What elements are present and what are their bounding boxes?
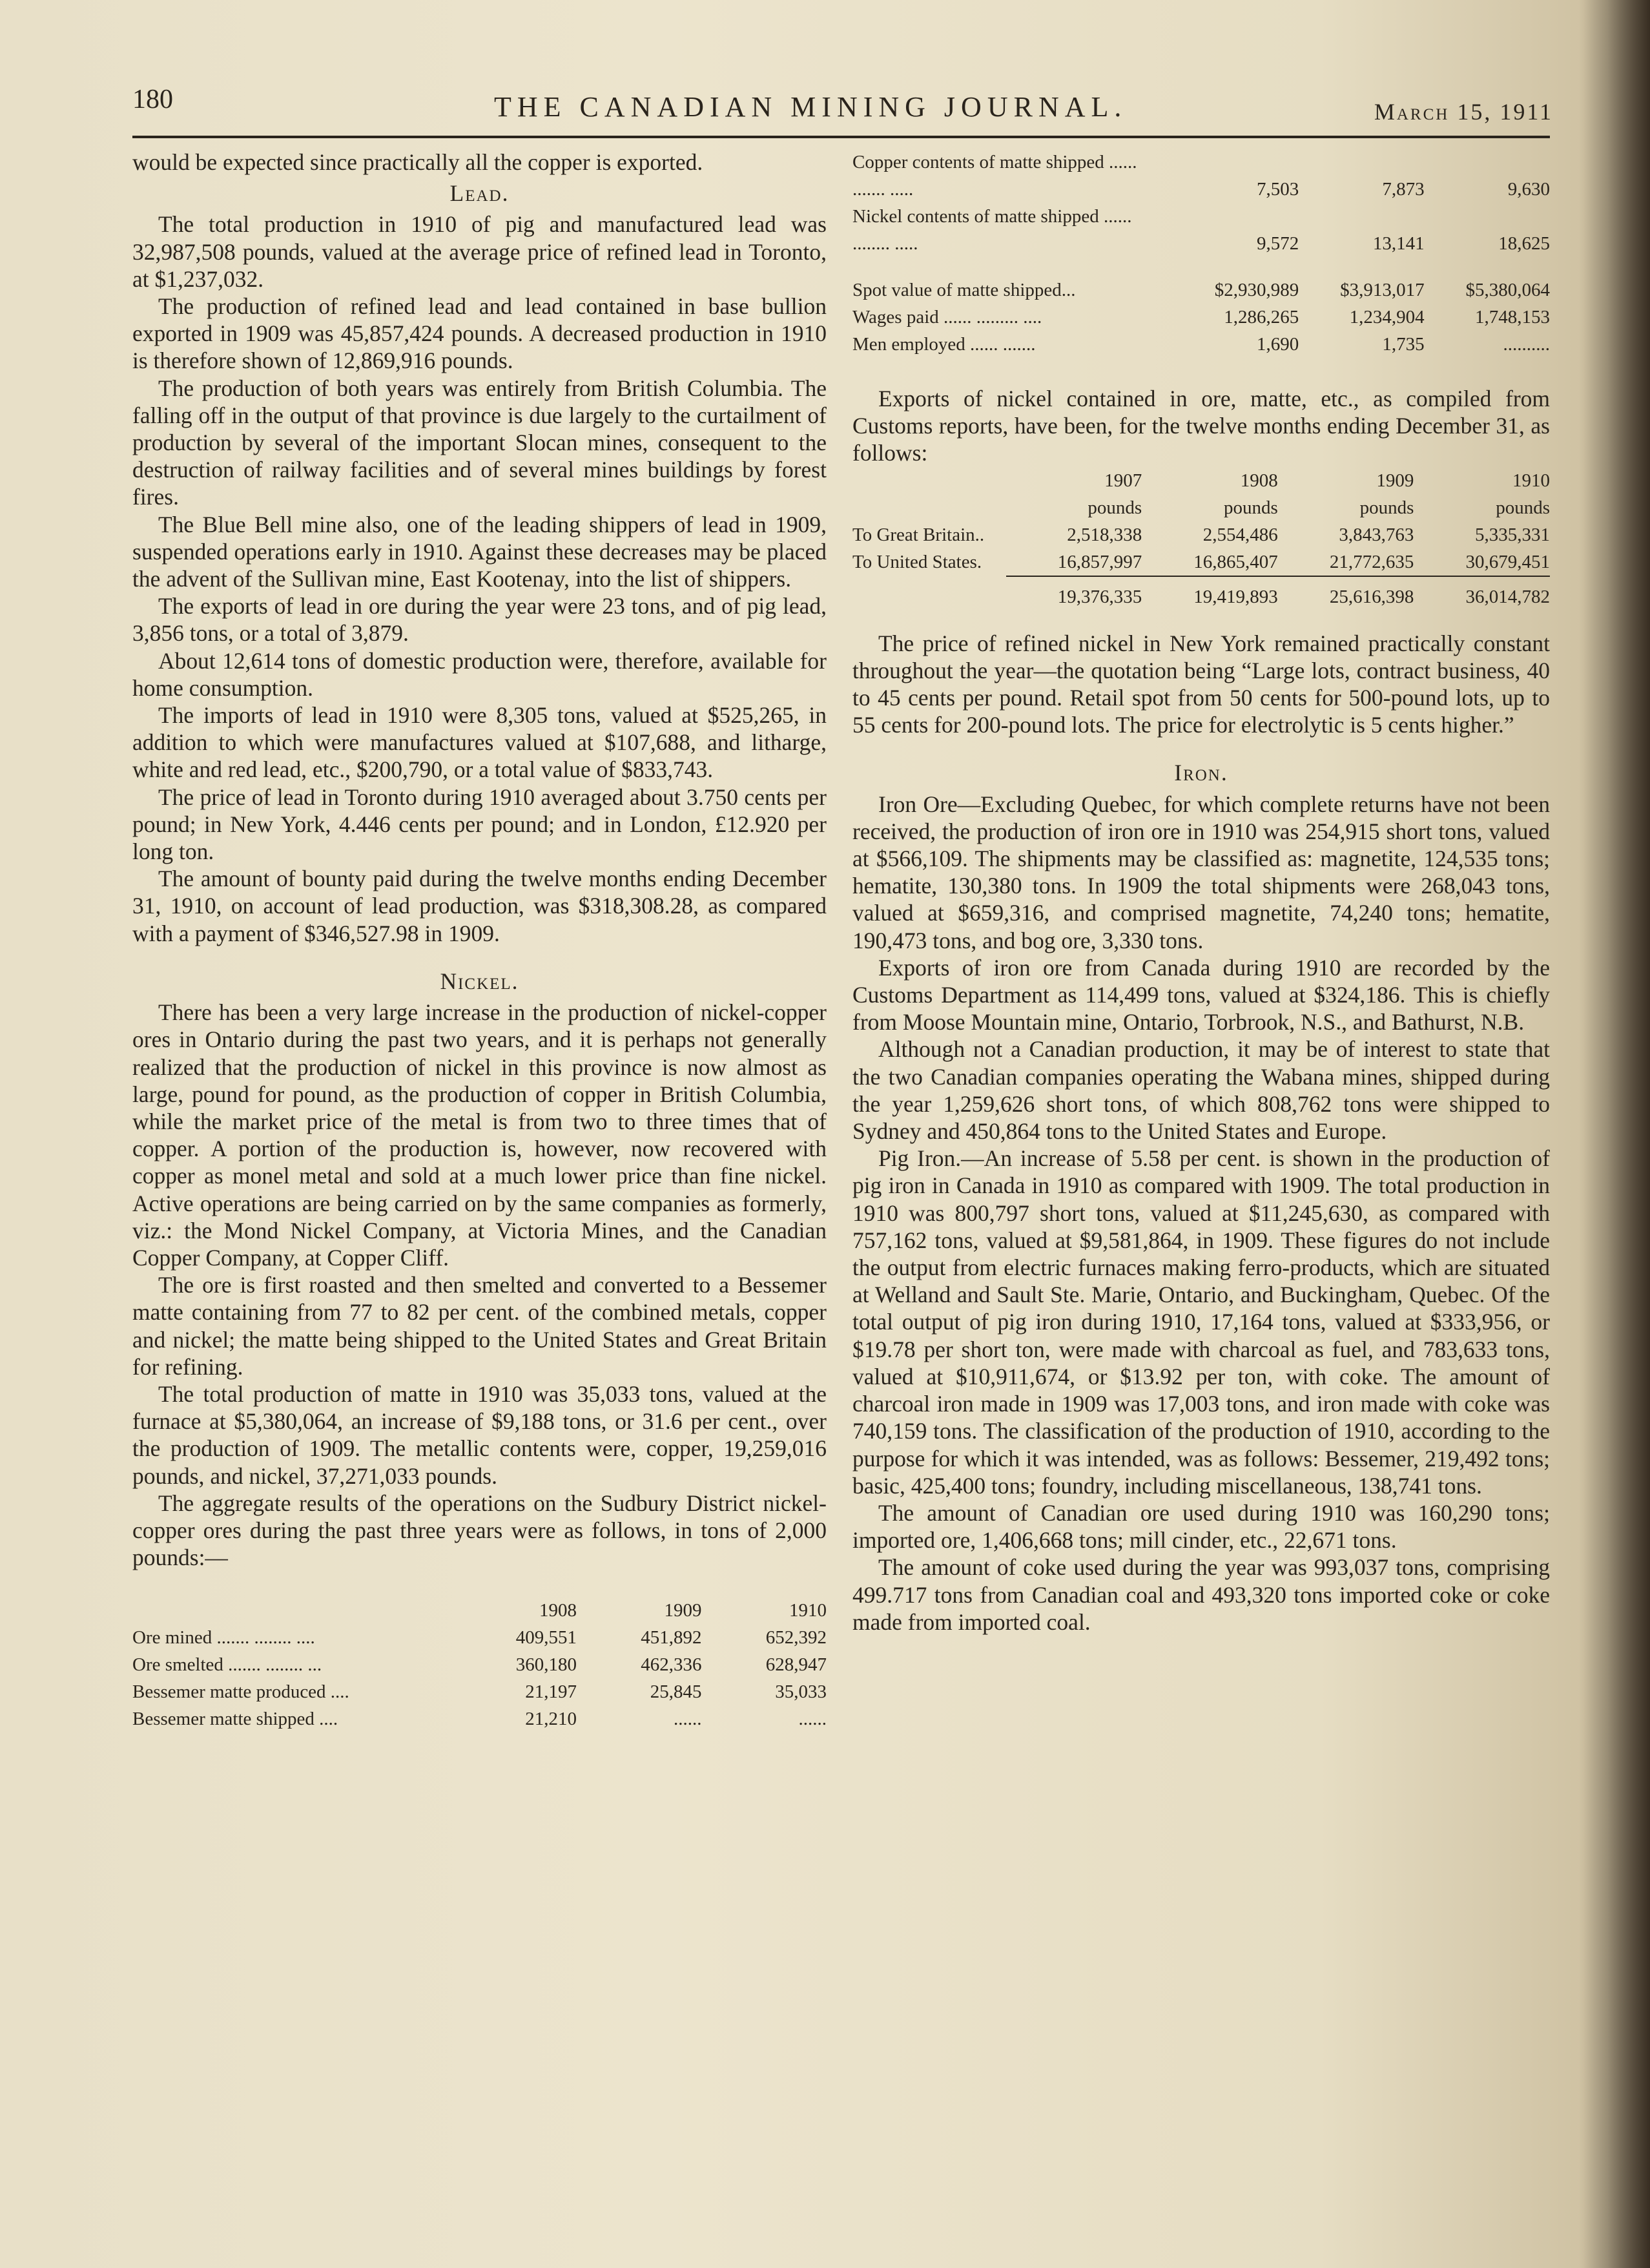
- cell: $5,380,064: [1465, 280, 1550, 300]
- cell: 35,033: [775, 1681, 827, 1703]
- table-row: [132, 1678, 827, 1705]
- cell: ......: [674, 1709, 702, 1730]
- cell: 16,857,997: [1057, 551, 1142, 572]
- year-header: 1910: [1512, 470, 1550, 491]
- lead-heading: Lead.: [449, 180, 510, 207]
- unit-label: pounds: [1496, 497, 1550, 518]
- row-label: To United States.: [852, 551, 982, 572]
- cell: 13,141: [1372, 233, 1425, 254]
- nickel-paragraph: The ore is first roasted and then smelted and converted to a Bessemer matte containing from 77 to 82 per cent. of the combined metals, copper and nickel; the matte being shipped to the United States and Great Britain for refining.: [132, 1272, 827, 1380]
- cell: 652,392: [765, 1627, 827, 1649]
- total-rule: [852, 576, 1550, 583]
- lead-paragraph: The production of both years was entirely from British Columbia. The falling off in the output of that province is due largely to the curtailment of production by several of the important Slocan mines, consequent to the destruction of railway facilities and of several mines buildings by forest fires.: [132, 375, 827, 510]
- cell: 16,865,407: [1193, 551, 1278, 572]
- iron-paragraph: Exports of iron ore from Canada during 1910 are recorded by the Customs Department as 114,499 tons, valued at $324,186. This is chiefly from Moose Mountain mine, Ontario, Torbrook, N.S., and Bathurst, N.B.: [852, 954, 1550, 1035]
- cell: 21,197: [525, 1681, 577, 1703]
- cell: 628,947: [765, 1654, 827, 1676]
- cell: 9,630: [1507, 179, 1550, 200]
- table-header-row: [852, 467, 1550, 494]
- cell: 9,572: [1256, 233, 1299, 254]
- row-label: Wages paid ...... ......... ....: [852, 307, 1042, 328]
- lead-paragraph: The amount of bounty paid during the twelve months ending December 31, 1910, on account of lead production, was $318,308.28, as compared with a payment of $346,527.98 in 1909.: [132, 866, 827, 946]
- nickel-paragraph: The total production of matte in 1910 was 35,033 tons, valued at the furnace at $5,380,064, an increase of $9,188 tons, or 31.6 per cent., over the production of 1909. The metallic contents were, copper, 19,259,016 pounds, and nickel, 37,271,033 pounds.: [132, 1380, 827, 1489]
- table-row: [852, 521, 1550, 548]
- intro-paragraph: would be expected since practically all the copper is exported.: [132, 149, 703, 175]
- totals-row: [852, 583, 1550, 610]
- total-cell: 19,376,335: [1057, 586, 1142, 607]
- iron-paragraph: Iron Ore—Excluding Quebec, for which complete returns have not been received, the production of iron ore in 1910 was 254,915 short tons, valued at $566,109. The shipments may be classified as: magnetite, 124,535 tons; hematite, 130,380 tons. In 1909 the total shipments were 268,043 tons, valued at $659,316, and comprised magnetite, 74,240 tons; hematite, 190,473 tons, and bog ore, 3,330 tons.: [852, 791, 1550, 953]
- cell: 1,735: [1382, 334, 1425, 355]
- cell: 25,845: [650, 1681, 702, 1703]
- cell: 462,336: [641, 1654, 702, 1676]
- units-row: [852, 494, 1550, 521]
- nickel-price-paragraph: The price of refined nickel in New York remained practically constant throughout the year—the quotation being “Large lots, contract business, 40 to 45 cents per pound. Retail spot from 50 cents for 500-pound lots, up to 55 cents for 200-pound lots. The price for electrolytic is 5 cents higher.”: [852, 630, 1550, 738]
- row-label: Ore smelted ....... ........ ...: [132, 1654, 322, 1676]
- row-label: Bessemer matte shipped ....: [132, 1709, 338, 1730]
- cell: 5,335,331: [1475, 524, 1550, 545]
- header-rule: [132, 136, 1550, 138]
- table-row: [132, 1651, 827, 1678]
- iron-paragraph: Pig Iron.—An increase of 5.58 per cent. is shown in the production of pig iron in Canada in 1910 as compared with 1909. The total production in 1910 was 800,797 short tons, valued at $11,245,630, as compared with 757,162 tons, valued at $9,581,864, in 1909. These figures do not include the output from electric furnaces making ferro-products, which are situated at Welland and Sault Ste. Marie, Ontario, and Buckingham, Quebec. Of the total output of pig iron during 1910, 17,164 tons, valued at $333,956, or $19.78 per short ton, were made with charcoal as fuel, and 783,633 tons, valued at $10,911,674, or $13.92 per ton, with coke. The amount of charcoal iron made in 1909 was 17,003 tons, and iron made with coke was 740,159 tons. The classification of the production of 1910, according to the purpose for which it was intended, was as follows: Bessemer, 219,492 tons; basic, 425,400 tons; foundry, including miscellaneous, 138,741 tons.: [852, 1145, 1550, 1499]
- row-label: Men employed ...... .......: [852, 334, 1036, 355]
- year-header: 1908: [1240, 470, 1278, 491]
- table-row: [132, 1705, 827, 1732]
- cell: 360,180: [515, 1654, 577, 1676]
- exports-intro: Exports of nickel contained in ore, matte, etc., as compiled from Customs reports, have been, for the twelve months ending December 31, as follows:: [852, 386, 1550, 466]
- lead-paragraph: The total production in 1910 of pig and manufactured lead was 32,987,508 pounds, valued at the average price of refined lead in Toronto, at $1,237,032.: [132, 211, 827, 292]
- matte-table: [852, 149, 1550, 358]
- lead-paragraph: The exports of lead in ore during the year were 23 tons, and of pig lead, 3,856 tons, or a total of 3,879.: [132, 593, 827, 647]
- cell: ..........: [1503, 334, 1550, 355]
- left-column: [132, 149, 827, 1732]
- nickel-paragraph: There has been a very large increase in the production of nickel-copper ores in Ontario during the past two years, and it is perhaps not generally realized that the production of nickel in this province is now almost as large, pound for pound, as the production of copper in British Columbia, while the market price of the metal is from two to three times that of copper. A portion of the production is, however, now recovered with copper as monel metal and sold at a much lower price than fine nickel. Active operations are being carried on by the same companies as formerly, viz.: the Mond Nickel Company, at Victoria Mines, and the Canadian Copper Company, at Copper Cliff.: [132, 999, 827, 1271]
- year-header: 1909: [1376, 470, 1414, 491]
- nickel-exports-table: [852, 467, 1550, 610]
- iron-heading: Iron.: [1174, 760, 1228, 786]
- lead-paragraph: The production of refined lead and lead contained in base bullion exported in 1909 was 45,857,424 pounds. A decreased production in 1910 is therefore shown of 12,869,916 pounds.: [132, 293, 827, 374]
- cell: ......: [798, 1709, 827, 1730]
- year-header: 1907: [1104, 470, 1142, 491]
- iron-paragraph: The amount of coke used during the year was 993,037 tons, comprising 499.717 tons from Canadian coal and 493,320 tons imported coke or coke made from imported coal.: [852, 1554, 1550, 1635]
- table-row: [132, 1624, 827, 1651]
- row-label: Nickel contents of matte shipped ...... ........ .....: [852, 206, 1132, 254]
- cell: 7,503: [1256, 179, 1299, 200]
- year-header: 1910: [789, 1600, 827, 1621]
- iron-paragraph: The amount of Canadian ore used during 1910 was 160,290 tons; imported ore, 1,406,668 tons; mill cinder, etc., 22,671 tons.: [852, 1499, 1550, 1554]
- cell: 451,892: [641, 1627, 702, 1649]
- cell: 2,554,486: [1202, 524, 1278, 545]
- year-header: 1908: [539, 1600, 577, 1621]
- issue-date: March 15, 1911: [1374, 99, 1553, 125]
- cell: 3,843,763: [1339, 524, 1414, 545]
- cell: 21,772,635: [1329, 551, 1414, 572]
- row-label: Bessemer matte produced ....: [132, 1681, 349, 1703]
- row-label: Spot value of matte shipped...: [852, 280, 1076, 300]
- iron-paragraph: Although not a Canadian production, it may be of interest to state that the two Canadian companies operating the Wabana mines, shipped during the year 1,259,626 short tons, of which 808,762 tons were shipped to Sydney and 450,864 tons to the United States and Europe.: [852, 1036, 1550, 1145]
- table-row: [852, 276, 1550, 304]
- cell: 21,210: [525, 1709, 577, 1730]
- cell: 7,873: [1382, 179, 1425, 200]
- table-row: [852, 304, 1550, 331]
- total-cell: 19,419,893: [1193, 586, 1278, 607]
- cell: 30,679,451: [1465, 551, 1550, 572]
- row-label: To Great Britain..: [852, 524, 985, 545]
- right-column: [852, 149, 1550, 1636]
- cell: $3,913,017: [1340, 280, 1425, 300]
- cell: $2,930,989: [1214, 280, 1299, 300]
- lead-paragraph: About 12,614 tons of domestic production were, therefore, available for home consumption.: [132, 647, 827, 701]
- cell: 2,518,338: [1067, 524, 1142, 545]
- cell: 1,690: [1256, 334, 1299, 355]
- unit-label: pounds: [1088, 497, 1142, 518]
- total-cell: 36,014,782: [1465, 586, 1550, 607]
- cell: 409,551: [515, 1627, 577, 1649]
- lead-paragraph: The price of lead in Toronto during 1910 averaged about 3.750 cents per pound; in New York, 4.446 cents per pound; and in London, £12.920 per long ton.: [132, 784, 827, 865]
- page-header: [132, 78, 1553, 136]
- nickel-paragraph: The aggregate results of the operations on the Sudbury District nickel-copper ores during the past three years were as follows, in tons of 2,000 pounds:—: [132, 1490, 827, 1571]
- table-row: [852, 331, 1550, 358]
- unit-label: pounds: [1359, 497, 1414, 518]
- row-label: Copper contents of matte shipped ...... ....... .....: [852, 152, 1137, 200]
- table-header-row: [132, 1597, 827, 1624]
- table-row: [852, 203, 1550, 257]
- sudbury-results-table: [132, 1597, 827, 1732]
- cell: 1,286,265: [1224, 307, 1299, 328]
- unit-label: pounds: [1223, 497, 1278, 518]
- journal-title: THE CANADIAN MINING JOURNAL.: [494, 91, 1128, 123]
- table-row: [852, 548, 1550, 576]
- table-row: [852, 149, 1550, 203]
- lead-paragraph: The Blue Bell mine also, one of the leading shippers of lead in 1909, suspended operations early in 1910. Against these decreases may be placed the advent of the Sullivan mine, East Kootenay, into the list of shippers.: [132, 511, 827, 592]
- cell: 18,625: [1498, 233, 1550, 254]
- lead-paragraph: The imports of lead in 1910 were 8,305 tons, valued at $525,265, in addition to which were manufactures valued at $107,688, and litharge, white and red lead, etc., $200,790, or a total value of $833,743.: [132, 702, 827, 783]
- total-cell: 25,616,398: [1329, 586, 1414, 607]
- row-label: Ore mined ....... ........ ....: [132, 1627, 315, 1649]
- cell: 1,748,153: [1475, 307, 1550, 328]
- nickel-heading: Nickel.: [440, 968, 519, 994]
- binding-shadow: [1579, 0, 1650, 2268]
- year-header: 1909: [664, 1600, 702, 1621]
- cell: 1,234,904: [1349, 307, 1425, 328]
- page-number: 180: [132, 85, 173, 114]
